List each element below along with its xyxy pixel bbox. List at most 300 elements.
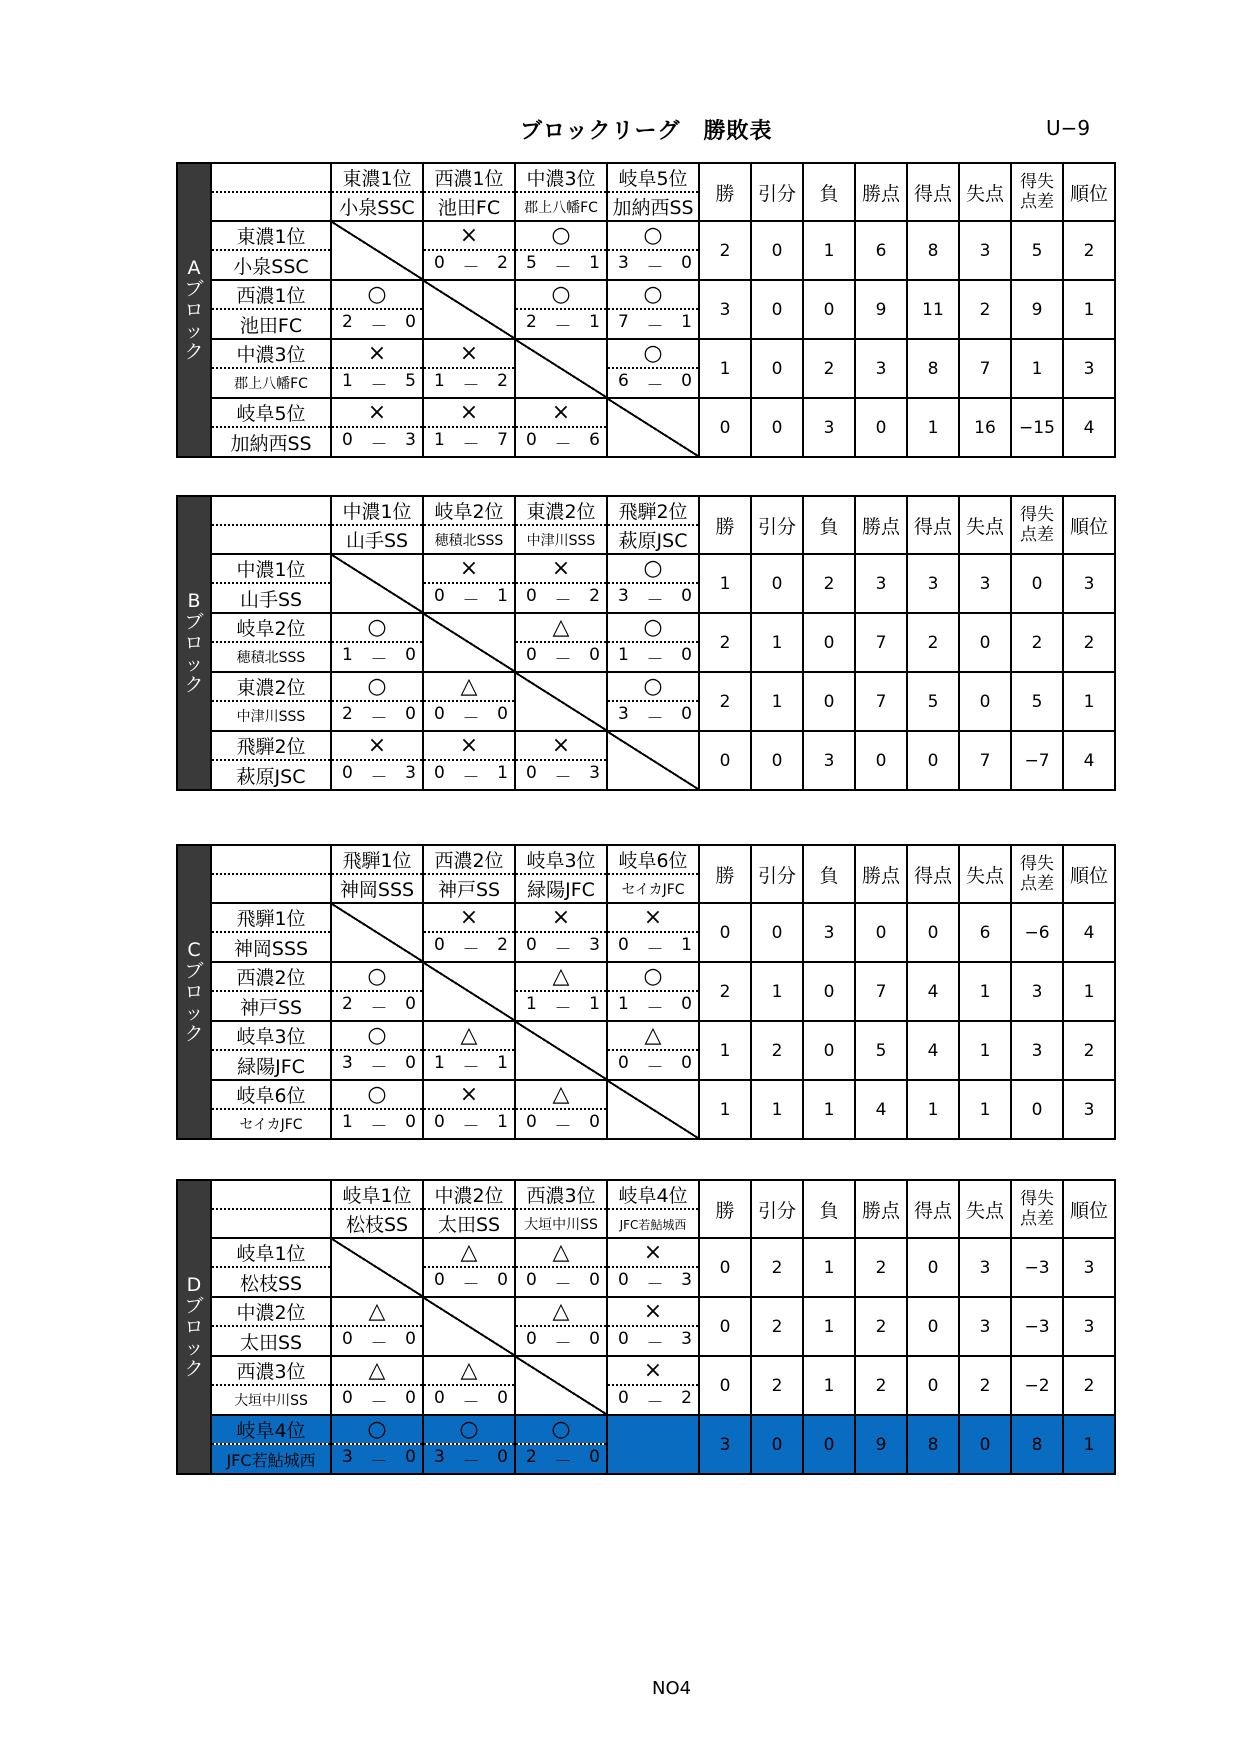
score-for: 0 [618,1052,629,1073]
score-for: 3 [342,1052,353,1073]
score-for: 0 [342,1328,353,1349]
stat-header [907,1180,959,1238]
score-for: 0 [526,429,537,450]
column-team-rank [331,496,423,525]
match-score [515,760,607,790]
stat-header [855,1180,907,1238]
stat-header-text: 得点 [913,864,952,887]
score-for: 7 [618,311,629,332]
stat-header [1063,1180,1115,1238]
stat-value: 9 [1011,280,1063,339]
stat-header [699,496,751,554]
column-team-rank-text: 東濃1位 [342,168,412,190]
row-team-rank [211,672,331,701]
row-team-name [211,701,331,731]
match-score [423,1385,515,1415]
stat-value: 0 [751,731,803,790]
stat-header-text: 勝点 [861,864,900,887]
score-against: 0 [405,1387,416,1408]
stat-value: 0 [803,672,855,731]
score-dash: － [554,1333,572,1354]
match-score [515,583,607,613]
column-team-name [331,1209,423,1238]
match-score [331,760,423,790]
match-score [607,701,699,731]
score-dash: － [554,649,572,670]
stat-value: 3 [1011,962,1063,1021]
stat-header-text: 得失点差 [1020,172,1054,212]
score-dash: － [370,1333,388,1354]
row-team-name-text: 神岡SSS [233,937,309,960]
match-result [331,1356,423,1385]
result-symbol: × [551,555,571,581]
stat-header-text: 勝 [715,864,735,887]
stat-value: 0 [959,672,1011,731]
score-dash: － [554,316,572,337]
block-label-text: Bブロック [184,589,204,696]
stat-value: 1 [1011,339,1063,398]
block-label [177,845,211,1139]
column-team-rank [423,1180,515,1209]
row-team-name-text: 大垣中川SS [234,1393,308,1409]
score-dash: － [646,1274,664,1295]
score-dash: － [554,257,572,278]
team-row [177,554,1115,583]
score-for: 1 [434,1052,445,1073]
score-for: 2 [342,703,353,724]
row-team-rank [211,221,331,250]
stat-value: 4 [855,1080,907,1139]
match-score [515,991,607,1021]
result-symbol: × [459,340,479,366]
row-team-rank-text: 中濃1位 [236,559,306,581]
stat-header-text: 引分 [757,182,796,205]
match-score [423,932,515,962]
match-result [423,221,515,250]
stat-value: 0 [803,1021,855,1080]
match-score [331,701,423,731]
stat-value: 0 [959,1415,1011,1474]
score-for: 0 [526,1111,537,1132]
stat-value: 1 [959,1080,1011,1139]
self-match-cell [331,221,423,280]
stat-value: 0 [855,398,907,457]
stat-value: 0 [803,613,855,672]
self-match-cell [423,1297,515,1356]
score-against: 1 [497,585,508,606]
score-against: 0 [405,703,416,724]
score-dash: － [646,257,664,278]
block-label-text: Dブロック [184,1273,204,1380]
team-row [177,903,1115,932]
self-match-cell [607,731,699,790]
match-score [423,368,515,398]
result-symbol: ○ [643,614,663,640]
score-for: 0 [342,429,353,450]
stat-header [1011,163,1063,221]
stat-header [751,496,803,554]
stat-header-text: 勝点 [861,515,900,538]
match-result [607,1297,699,1326]
row-team-rank [211,903,331,932]
stat-value: 3 [1063,554,1115,613]
score-dash: － [646,649,664,670]
header-corner [211,163,331,221]
column-team-name [423,874,515,903]
match-score [331,1444,423,1474]
row-team-rank-text: 中濃3位 [236,344,306,366]
score-for: 0 [526,1328,537,1349]
self-match-cell [607,398,699,457]
team-row [177,1080,1115,1109]
match-score [607,991,699,1021]
column-team-rank-text: 中濃2位 [434,1185,504,1207]
score-for: 3 [434,1446,445,1467]
score-dash: － [370,1392,388,1413]
stat-header-text: 引分 [757,515,796,538]
stat-header-text: 得失点差 [1020,1189,1054,1229]
score-dash: － [370,649,388,670]
result-symbol: × [643,1239,663,1265]
score-against: 2 [497,252,508,273]
column-team-rank [331,845,423,874]
result-symbol: × [551,904,571,930]
score-against: 1 [589,993,600,1014]
column-team-rank-text: 中濃3位 [526,168,596,190]
score-dash: － [646,998,664,1019]
result-symbol: △ [552,963,570,989]
stat-value: 4 [1063,731,1115,790]
score-dash: － [646,1392,664,1413]
score-against: 0 [589,1328,600,1349]
self-match-cell [331,903,423,962]
match-result [515,221,607,250]
block-label [177,163,211,457]
score-dash: － [646,708,664,729]
stat-header-text: 順位 [1069,515,1108,538]
stat-value: −2 [1011,1356,1063,1415]
match-score [515,642,607,672]
stat-value: 1 [699,1080,751,1139]
column-team-name [423,525,515,554]
column-team-rank-text: 飛騨2位 [618,501,688,523]
score-for: 0 [342,1387,353,1408]
row-team-rank-text: 岐阜1位 [236,1243,306,1265]
score-against: 0 [589,1446,600,1467]
result-symbol: ○ [367,1022,387,1048]
stat-value: 2 [699,672,751,731]
result-symbol: × [459,399,479,425]
match-result [331,1080,423,1109]
stat-value: 6 [959,903,1011,962]
match-result [515,1297,607,1326]
row-team-rank [211,1238,331,1267]
score-against: 0 [405,644,416,665]
stat-header-text: 失点 [965,864,1004,887]
team-row [177,398,1115,427]
header-corner [211,1180,331,1238]
score-dash: － [646,939,664,960]
row-team-name-text: 萩原JSC [236,765,306,788]
stat-value: 1 [1063,672,1115,731]
stat-header-text: 得失点差 [1020,505,1054,545]
row-team-name-text: 中津川SSS [236,709,306,725]
stat-value: 11 [907,280,959,339]
match-score [331,427,423,457]
row-team-name-text: 郡上八幡FC [234,376,308,392]
block-label [177,1180,211,1474]
result-symbol: ○ [643,555,663,581]
row-team-name [211,1050,331,1080]
score-against: 1 [589,311,600,332]
column-team-rank [515,1180,607,1209]
team-row [177,1415,1115,1444]
stat-value: 3 [1063,1297,1115,1356]
stat-value: 2 [699,221,751,280]
stat-value: 1 [803,1356,855,1415]
stat-value: 2 [803,339,855,398]
row-team-rank-text: 岐阜5位 [236,403,306,425]
stat-header [907,496,959,554]
column-team-rank [607,845,699,874]
stat-header-text: 負 [819,1199,839,1222]
stat-header [803,496,855,554]
column-team-name-text: 中津川SSS [526,532,596,549]
score-dash: － [370,1451,388,1472]
row-team-name-text: 緑陽JFC [237,1055,305,1078]
stat-value: 0 [907,1238,959,1297]
column-team-rank [423,845,515,874]
match-score [423,1267,515,1297]
result-symbol: ○ [643,222,663,248]
result-symbol: △ [460,1239,478,1265]
row-team-rank [211,1415,331,1444]
match-result [423,903,515,932]
stat-value: 1 [751,672,803,731]
score-for: 2 [526,1446,537,1467]
stat-value: 2 [1063,221,1115,280]
score-for: 1 [342,1111,353,1132]
score-for: 0 [526,1269,537,1290]
match-result [515,903,607,932]
stat-value: 0 [959,613,1011,672]
row-team-name [211,368,331,398]
row-team-rank [211,554,331,583]
row-team-rank [211,731,331,760]
row-team-name [211,1385,331,1415]
score-against: 0 [589,1111,600,1132]
row-team-name-text: 小泉SSC [233,255,309,278]
column-team-name [607,874,699,903]
result-symbol: △ [552,1081,570,1107]
row-team-name-text: 松枝SS [239,1272,303,1295]
row-team-rank [211,280,331,309]
match-score [423,1109,515,1139]
column-team-rank-text: 岐阜5位 [618,168,688,190]
row-team-name [211,1444,331,1474]
score-against: 0 [405,1052,416,1073]
stat-value: 2 [959,1356,1011,1415]
column-team-name-text: 大垣中川SS [524,1216,598,1233]
stat-header [1011,496,1063,554]
result-symbol: × [459,222,479,248]
stat-header-text: 得点 [913,515,952,538]
score-against: 2 [681,1387,692,1408]
self-match-cell [607,1415,699,1474]
row-team-rank [211,613,331,642]
result-symbol: × [551,399,571,425]
column-team-rank-text: 岐阜2位 [434,501,504,523]
column-team-name [515,1209,607,1238]
stat-value: 2 [751,1238,803,1297]
score-dash: － [462,939,480,960]
result-symbol: ○ [551,1416,571,1442]
score-dash: － [370,1116,388,1137]
row-team-name [211,309,331,339]
score-dash: － [554,1451,572,1472]
self-match-cell [423,280,515,339]
stat-header [803,1180,855,1238]
column-team-rank [607,163,699,192]
score-dash: － [462,767,480,788]
row-team-name-text: セイカJFC [239,1117,303,1133]
match-score [423,1444,515,1474]
column-team-name-text: 神岡SSS [339,879,415,901]
column-team-name-text: 緑陽JFC [527,879,595,901]
score-for: 3 [618,703,629,724]
result-symbol: △ [460,673,478,699]
stat-value: 5 [855,1021,907,1080]
stat-value: 0 [751,554,803,613]
row-team-name-text: 穂積北SSS [236,650,306,666]
stat-value: 0 [907,731,959,790]
stat-value: 3 [803,903,855,962]
stat-header-text: 得点 [913,182,952,205]
match-result [423,731,515,760]
stat-header [1011,845,1063,903]
stat-value: 1 [699,339,751,398]
match-score [423,583,515,613]
score-dash: － [370,998,388,1019]
column-team-rank [515,845,607,874]
league-block [176,1179,1116,1475]
result-symbol: × [367,732,387,758]
match-score [607,368,699,398]
stat-value: 0 [907,1356,959,1415]
row-team-rank-text: 東濃1位 [236,226,306,248]
stat-value: −3 [1011,1238,1063,1297]
block-label [177,496,211,790]
result-symbol: △ [552,1239,570,1265]
stat-header [855,163,907,221]
match-score [331,309,423,339]
team-row [177,1238,1115,1267]
self-match-cell [515,1021,607,1080]
row-team-rank-text: 飛騨1位 [236,908,306,930]
stat-header-text: 失点 [965,1199,1004,1222]
match-score [515,932,607,962]
match-score [607,932,699,962]
score-for: 0 [526,934,537,955]
stat-value: 3 [959,1238,1011,1297]
stat-value: 3 [855,554,907,613]
match-score [515,427,607,457]
column-team-rank [423,496,515,525]
stat-value: 0 [803,1415,855,1474]
score-dash: － [370,434,388,455]
column-team-rank-text: 西濃1位 [434,168,504,190]
score-dash: － [554,1274,572,1295]
stat-value: 2 [751,1297,803,1356]
score-dash: － [554,998,572,1019]
result-symbol: ○ [367,1081,387,1107]
stat-value: 7 [855,672,907,731]
match-result [423,1080,515,1109]
score-against: 0 [589,644,600,665]
row-team-rank-text: 飛騨2位 [236,736,306,758]
stat-value: 3 [855,339,907,398]
row-team-name [211,250,331,280]
stat-value: 1 [803,1238,855,1297]
stat-value: 0 [751,398,803,457]
score-against: 0 [681,370,692,391]
match-result [607,903,699,932]
result-symbol: × [459,1081,479,1107]
column-team-rank-text: 東濃2位 [526,501,596,523]
score-against: 1 [497,1111,508,1132]
result-symbol: △ [644,1022,662,1048]
stat-header [803,845,855,903]
column-team-rank [423,163,515,192]
score-for: 0 [434,252,445,273]
match-result [423,1021,515,1050]
column-team-rank [607,1180,699,1209]
match-score [515,1109,607,1139]
result-symbol: × [643,1298,663,1324]
match-score [607,583,699,613]
match-result [607,221,699,250]
stat-value: 7 [855,613,907,672]
stat-header [907,845,959,903]
match-score [607,1326,699,1356]
team-row [177,962,1115,991]
score-against: 0 [681,585,692,606]
column-team-rank-text: 岐阜1位 [342,1185,412,1207]
stat-value: 5 [907,672,959,731]
stat-value: 1 [907,1080,959,1139]
score-dash: － [462,1274,480,1295]
stat-value: 0 [699,398,751,457]
match-result [423,672,515,701]
score-dash: － [370,375,388,396]
match-result [423,1415,515,1444]
stat-value: 8 [907,221,959,280]
stat-value: 0 [803,280,855,339]
team-row [177,613,1115,642]
stat-value: 3 [959,1297,1011,1356]
score-for: 6 [618,370,629,391]
stat-value: 1 [699,1021,751,1080]
stat-header [751,845,803,903]
match-score [423,1050,515,1080]
stat-value: 2 [855,1297,907,1356]
stat-value: 1 [907,398,959,457]
stat-value: 3 [1063,339,1115,398]
row-team-name-text: 池田FC [239,314,303,337]
stat-value: 1 [1063,962,1115,1021]
stat-value: −15 [1011,398,1063,457]
stat-value: 9 [855,280,907,339]
